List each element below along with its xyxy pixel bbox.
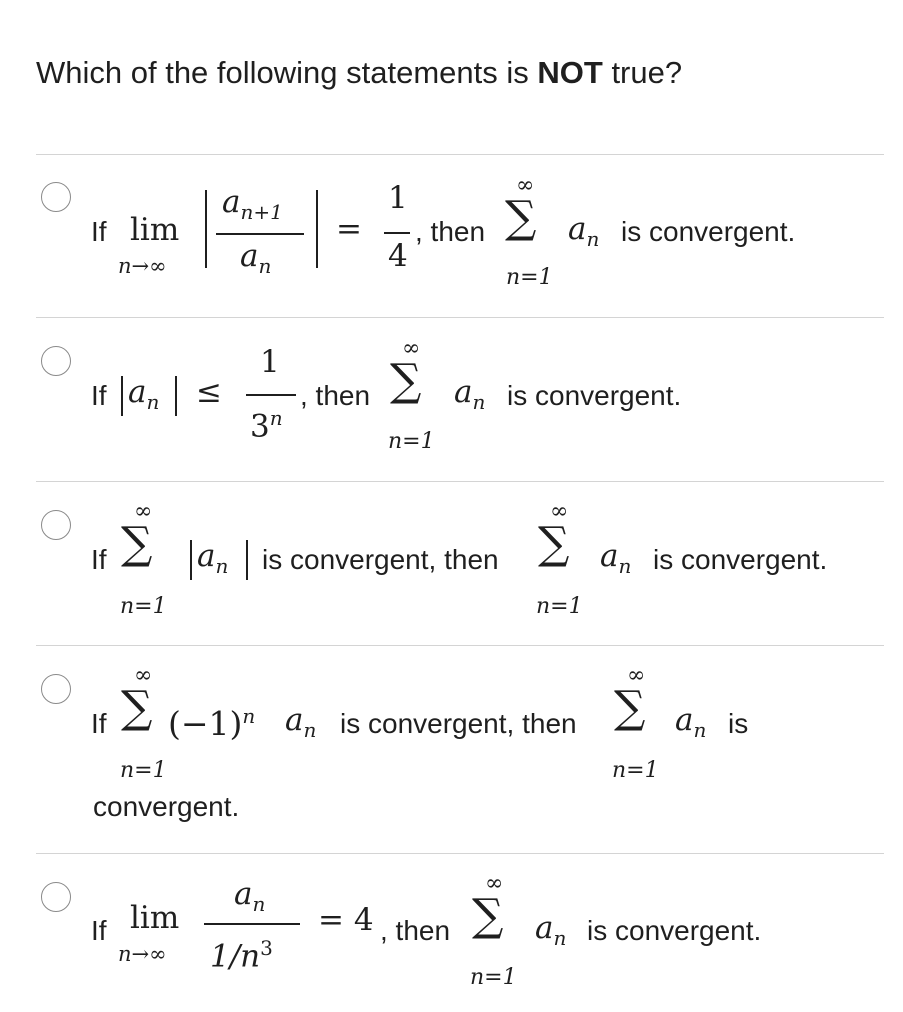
lim-subscript: n→∞ [118,942,167,966]
rhs-numerator: 1 [260,344,280,380]
middle-text: is convergent, then [262,544,499,575]
sum-lower-limit: n=1 [120,758,167,783]
if-label: If [91,216,107,247]
abs-term: $a_n$ [197,538,229,579]
sum2-upper-limit: ∞ [550,499,569,524]
summation-sign: ∑ [505,192,537,243]
middle-text: is convergent, then [340,708,577,739]
radio-button-option-5[interactable] [41,882,71,912]
radio-button-option-3[interactable] [41,510,71,540]
then-label: , then [300,380,371,411]
less-equal-sign: ≤ [196,374,222,410]
question-prefix: Which of the following statements is [36,55,538,90]
if-label: If [91,380,107,411]
summation-sign-2: ∑ [614,682,646,733]
rhs-denominator: 4 [388,238,408,274]
conclusion-text-continued: convergent. [93,791,240,822]
summand: $a_n$ [454,374,486,415]
sum-lower-limit: n=1 [120,594,167,619]
summation-sign: ∑ [121,518,153,569]
then-label: , then [380,915,451,946]
sum2-lower-limit: n=1 [612,758,659,783]
question-suffix: true? [602,55,683,90]
abs-bar-left [205,190,207,268]
rhs-numerator: 1 [388,180,408,216]
divider [36,481,884,482]
then-label: , then [415,216,486,247]
if-label: If [91,915,107,946]
abs-bar-right [316,190,318,268]
radio-button-option-4[interactable] [41,674,71,704]
summand: $a_n$ [600,538,632,579]
question-emphasis: NOT [537,55,603,90]
abs-term: $a_n$ [128,374,160,415]
summand: $a_n$ [535,910,567,951]
alternating-factor: $(-1)^n$ [168,704,256,743]
conclusion-text: is convergent. [587,915,762,946]
radio-button-option-2[interactable] [41,346,71,376]
question-text [36,54,682,92]
abs-bar-left [121,376,123,416]
rhs-fraction-bar [246,394,296,396]
sum-lower-limit: n=1 [470,965,517,990]
summation-sign-2: ∑ [538,518,570,569]
divider [36,853,884,854]
summand-2: $a_n$ [675,702,707,743]
summation-sign: ∑ [121,682,153,733]
equals-value: = 4 [318,902,374,938]
abs-bar-right [175,376,177,416]
abs-bar-right [246,540,248,580]
conclusion-text: is convergent. [653,544,828,575]
fraction-denominator: $a_n$ [240,238,272,279]
lim-label: lim [130,900,180,936]
divider [36,154,884,155]
conclusion-text: is convergent. [507,380,682,411]
sum-upper-limit: ∞ [402,336,421,361]
fraction-bar [216,233,304,235]
sum-lower-limit: n=1 [506,265,553,290]
sum2-lower-limit: n=1 [536,594,583,619]
radio-button-option-1[interactable] [41,182,71,212]
sum-upper-limit: ∞ [134,663,153,688]
divider [36,645,884,646]
sum2-upper-limit: ∞ [627,663,646,688]
fraction-numerator: $a_n$ [234,876,266,917]
summation-sign: ∑ [472,890,504,941]
rhs-denominator: 3$^n$ [250,406,283,445]
fraction-denominator: $1/n^3$ [210,936,273,975]
if-label: If [91,544,107,575]
fraction-bar [204,923,300,925]
if-label: If [91,708,107,739]
sum-lower-limit: n=1 [388,429,435,454]
sum-upper-limit: ∞ [485,871,504,896]
divider [36,317,884,318]
sum-upper-limit: ∞ [134,499,153,524]
lim-label: lim [130,212,180,248]
rhs-fraction-bar [384,232,410,234]
equals-sign: = [336,211,362,247]
conclusion-text: is convergent. [621,216,796,247]
summand: $a_n$ [568,211,600,252]
abs-bar-left [190,540,192,580]
sum-upper-limit: ∞ [516,173,535,198]
summation-sign: ∑ [390,355,422,406]
conclusion-text: is [728,708,749,739]
fraction-numerator: $a_{n+1}$ [222,184,283,225]
lim-subscript: n→∞ [118,254,167,278]
summand: $a_n$ [285,702,317,743]
